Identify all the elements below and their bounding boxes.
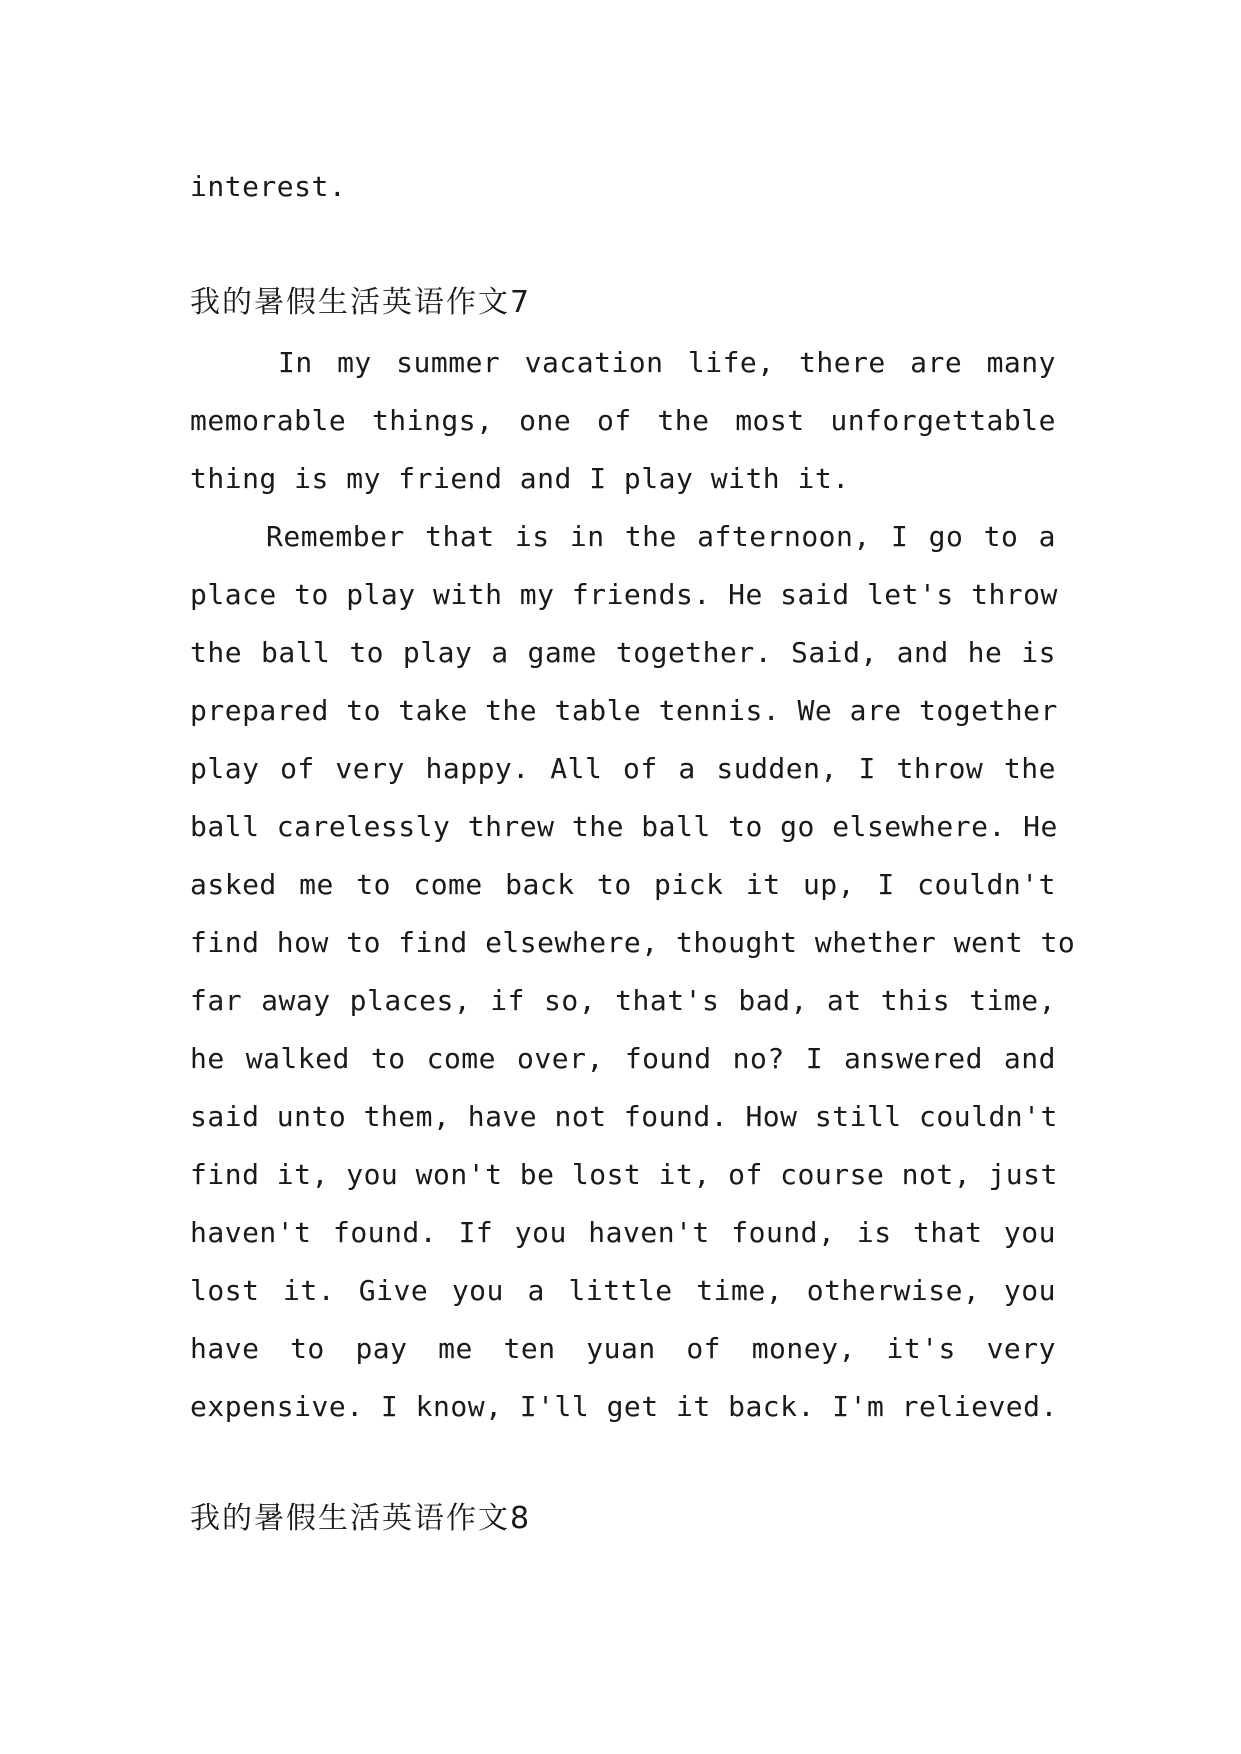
text-line: the ball to play a game together. Said, and he is — [190, 636, 1056, 669]
text-line: lost it. Give you a little time, otherwise, you — [190, 1274, 1056, 1307]
text-line: expensive. I know, I'll get it back. I'm relieved. — [190, 1390, 1058, 1423]
text-line: he walked to come over, found no? I answered and — [190, 1042, 1056, 1075]
text-line: find it, you won't be lost it, of course not, just — [190, 1158, 1058, 1191]
text-line: interest. — [190, 170, 347, 203]
heading-text: 我的暑假生活英语作文8 — [190, 1501, 532, 1536]
text-line: memorable things, one of the most unforgettable — [190, 404, 1056, 437]
text-line: haven't found. If you haven't found, is that you — [190, 1216, 1056, 1249]
text-line: ball carelessly threw the ball to go elsewhere. He — [190, 810, 1058, 843]
paragraph-1 — [190, 334, 1056, 508]
text-line: thing is my friend and I play with it. — [190, 462, 850, 495]
heading-text: 我的暑假生活英语作文7 — [190, 285, 532, 320]
text-line: In my summer vacation life, there are many — [278, 346, 1056, 379]
text-line: find how to find elsewhere, thought whether went to — [190, 926, 1076, 959]
section-heading-8 — [190, 1490, 1056, 1548]
previous-paragraph-tail — [190, 158, 1056, 216]
text-line: said unto them, have not found. How still couldn't — [190, 1100, 1058, 1133]
text-line: prepared to take the table tennis. We are together — [190, 694, 1058, 727]
text-line: play of very happy. All of a sudden, I throw the — [190, 752, 1056, 785]
text-line: Remember that is in the afternoon, I go to a — [266, 520, 1056, 553]
section-heading-7 — [190, 274, 1056, 332]
text-line: far away places, if so, that's bad, at this time, — [190, 984, 1056, 1017]
paragraph-2 — [190, 508, 1076, 1436]
text-line: have to pay me ten yuan of money, it's very — [190, 1332, 1056, 1365]
text-line: asked me to come back to pick it up, I couldn't — [190, 868, 1056, 901]
text-line: place to play with my friends. He said let's throw — [190, 578, 1058, 611]
